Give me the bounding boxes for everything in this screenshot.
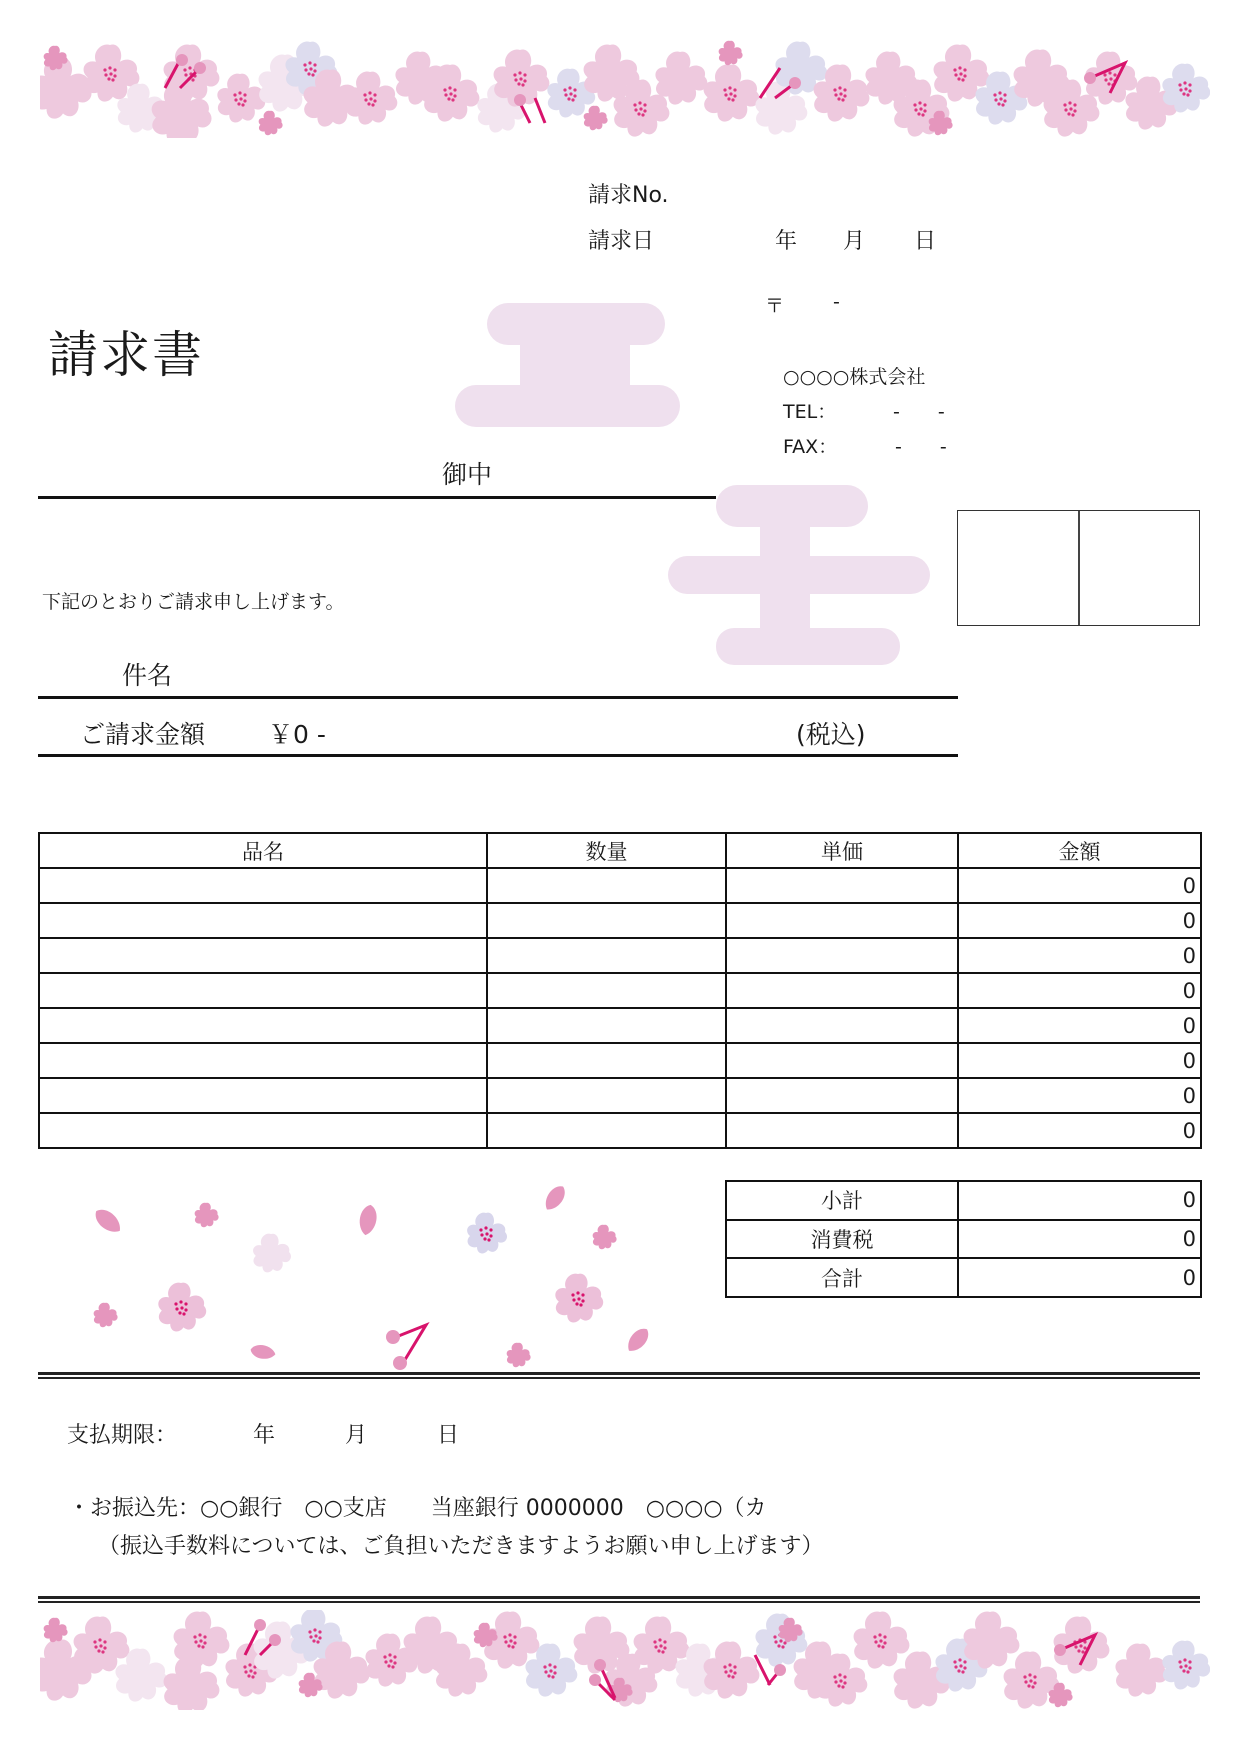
due-date-year: 年 (253, 1423, 276, 1448)
unit-price-cell[interactable] (726, 1008, 958, 1043)
recipient-underline (38, 496, 716, 499)
table-row (39, 1078, 1201, 1113)
sender-tel-value: - - (893, 401, 945, 423)
unit-price-cell[interactable] (726, 938, 958, 973)
item-name-cell[interactable] (39, 1078, 487, 1113)
top-cherry-blossom-banner (40, 38, 1210, 138)
recipient-suffix: 御中 (442, 460, 493, 489)
amount-cell: 0 (958, 1043, 1201, 1078)
sender-tel-label: TEL： (783, 401, 837, 423)
unit-price-cell[interactable] (726, 903, 958, 938)
invoice-no-label: 請求No. (588, 183, 669, 208)
table-row (39, 1113, 1201, 1148)
item-name-cell[interactable] (39, 938, 487, 973)
total-value: 0 (958, 1258, 1201, 1297)
amount-label: ご請求金額 (80, 720, 206, 749)
item-name-cell[interactable] (39, 1113, 487, 1148)
table-header-row (39, 833, 1201, 868)
table-row (39, 973, 1201, 1008)
stamp-box (957, 510, 1200, 626)
invoice-date-label: 請求日 (588, 229, 655, 254)
item-name-cell[interactable] (39, 973, 487, 1008)
total-label: 合計 (726, 1258, 958, 1297)
transfer-fee-note: （振込手数料については、ご負担いただきますようお願い申し上げます） (98, 1534, 824, 1559)
quantity-cell[interactable] (487, 1078, 726, 1113)
due-date-month: 月 (345, 1423, 368, 1448)
amount-cell: 0 (958, 1078, 1201, 1113)
amount-cell: 0 (958, 1008, 1201, 1043)
quantity-cell[interactable] (487, 938, 726, 973)
items-table (38, 832, 1202, 1149)
item-name-cell[interactable] (39, 868, 487, 903)
sender-fax-value: - - (895, 436, 947, 458)
due-date-label: 支払期限： (67, 1423, 178, 1448)
amount-cell: 0 (958, 973, 1201, 1008)
stamp-divider (1078, 511, 1080, 625)
quantity-cell[interactable] (487, 1113, 726, 1148)
quantity-cell[interactable] (487, 973, 726, 1008)
subtotal-label: 小計 (726, 1181, 958, 1220)
unit-price-cell[interactable] (726, 1113, 958, 1148)
summary-table (725, 1180, 1202, 1298)
subtotal-row (726, 1181, 1201, 1220)
item-name-cell[interactable] (39, 903, 487, 938)
amount-underline (38, 754, 958, 757)
item-name-cell[interactable] (39, 1043, 487, 1078)
amount-cell: 0 (958, 868, 1201, 903)
sender-fax-label: FAX： (783, 436, 838, 458)
amount-cell: 0 (958, 938, 1201, 973)
due-date-day: 日 (437, 1423, 460, 1448)
invoice-date-year: 年 (775, 229, 798, 254)
header-unit-price: 単価 (726, 833, 958, 868)
table-row (39, 1043, 1201, 1078)
subtotal-value: 0 (958, 1181, 1201, 1220)
sender-company: ○○○○株式会社 (783, 366, 926, 388)
table-row (39, 1008, 1201, 1043)
tax-label: 消費税 (726, 1220, 958, 1259)
subject-underline (38, 696, 958, 699)
invoice-date-month: 月 (843, 229, 866, 254)
unit-price-cell[interactable] (726, 868, 958, 903)
bank-transfer-info: ・お振込先：○○銀行 ○○支店 当座銀行 0000000 ○○○○（カ (68, 1496, 767, 1521)
bottom-cherry-blossom-banner (40, 1610, 1210, 1710)
section-divider-bottom (38, 1596, 1200, 1603)
amount-cell: 0 (958, 1113, 1201, 1148)
page-title: 請求書 (48, 326, 204, 384)
item-name-cell[interactable] (39, 1008, 487, 1043)
falling-petals-decoration (38, 1185, 698, 1370)
header-item-name: 品名 (39, 833, 487, 868)
unit-price-cell[interactable] (726, 973, 958, 1008)
quantity-cell[interactable] (487, 1008, 726, 1043)
total-row (726, 1258, 1201, 1297)
invoice-date-day: 日 (914, 229, 937, 254)
amount-value: ￥0 - (268, 720, 326, 749)
table-row (39, 938, 1201, 973)
header-amount: 金額 (958, 833, 1201, 868)
tax-row (726, 1220, 1201, 1259)
postal-mark: 〒 (765, 295, 785, 317)
unit-price-cell[interactable] (726, 1043, 958, 1078)
subject-label: 件名 (122, 661, 173, 690)
tax-value: 0 (958, 1220, 1201, 1259)
tax-included-note: (税込) (796, 720, 866, 749)
quantity-cell[interactable] (487, 903, 726, 938)
postal-separator: - (833, 291, 840, 313)
quantity-cell[interactable] (487, 868, 726, 903)
section-divider-top (38, 1372, 1200, 1379)
quantity-cell[interactable] (487, 1043, 726, 1078)
intro-text: 下記のとおりご請求申し上げます。 (42, 591, 345, 613)
unit-price-cell[interactable] (726, 1078, 958, 1113)
amount-cell: 0 (958, 903, 1201, 938)
table-row (39, 903, 1201, 938)
header-quantity: 数量 (487, 833, 726, 868)
table-row (39, 868, 1201, 903)
